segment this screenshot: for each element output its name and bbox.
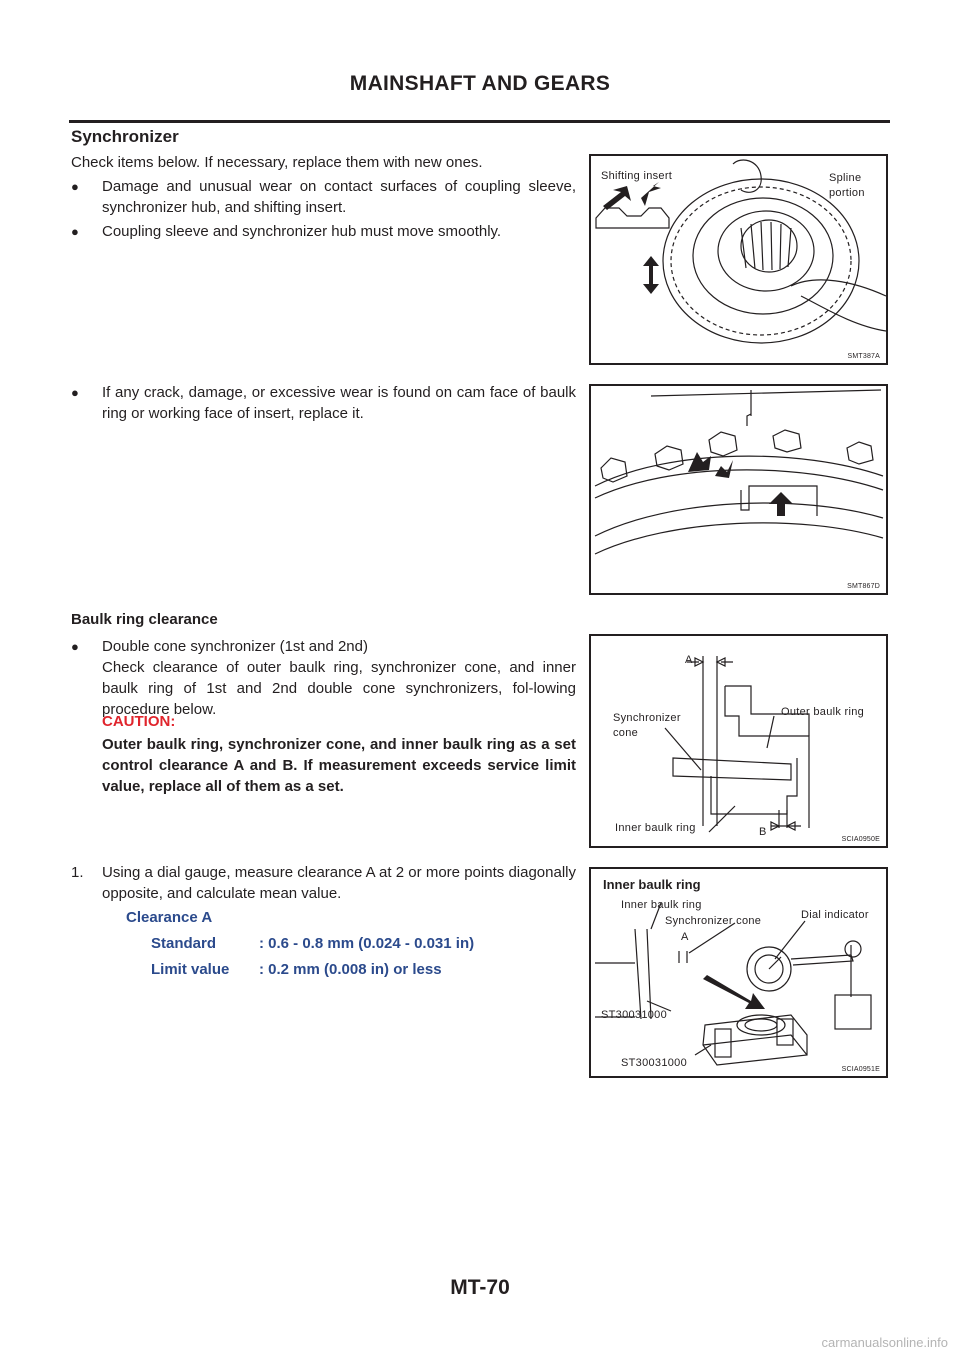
label-clearance-b: B	[759, 826, 767, 838]
label-clearance-a: A	[681, 931, 689, 943]
label-tool-upper: ST30031000	[601, 1009, 667, 1021]
label-inner-baulk-ring: Inner baulk ring	[621, 899, 702, 911]
label-clearance-a: A	[685, 654, 693, 666]
bullet-item	[71, 636, 576, 657]
caution-label: CAUTION:	[102, 713, 176, 730]
step-number: 1.	[71, 864, 84, 881]
spec-standard-label: Standard	[151, 935, 217, 952]
step-text: Using a dial gauge, measure clearance A at 2 or more points diagonally opposite, and calculate mean value.	[102, 864, 576, 902]
bullet-item	[71, 176, 576, 218]
label-dial-indicator: Dial indicator	[801, 909, 869, 921]
figure-title: Inner baulk ring	[603, 877, 701, 892]
figure-code: SMT387A	[847, 353, 880, 360]
bullet-text: Damage and unusual wear on contact surfaces of coupling sleeve, synchronizer hub, and shifting insert.	[102, 178, 576, 216]
bullet-dot-icon: ●	[71, 385, 79, 400]
step-1	[71, 862, 576, 904]
bullet-dot-icon: ●	[71, 179, 79, 194]
header-rule	[69, 120, 890, 123]
page-header: MAINSHAFT AND GEARS	[349, 72, 611, 95]
label-tool-lower: ST30031000	[621, 1057, 687, 1069]
figure-code: SCIA0950E	[841, 836, 880, 843]
synchronizer-section-illustration	[591, 636, 886, 846]
spec-limit-value: : 0.2 mm (0.008 in) or less	[259, 961, 442, 978]
bullet-item	[71, 382, 576, 424]
bullet-dot-icon: ●	[71, 224, 79, 239]
label-inner-baulk-ring: Inner baulk ring	[615, 822, 696, 834]
figure-synchronizer-section	[589, 634, 888, 848]
label-portion: portion	[829, 187, 865, 199]
bullet-text: If any crack, damage, or excessive wear is found on cam face of baulk ring or working face of insert, replace it.	[102, 384, 576, 422]
page-number: MT-70	[450, 1276, 510, 1299]
watermark: carmanualsonline.info	[821, 1335, 948, 1350]
figure-synchronizer-hub	[589, 154, 888, 365]
spec-title: Clearance A	[126, 909, 213, 926]
label-cone: cone	[613, 727, 639, 739]
label-synchronizer-cone: Synchronizer cone	[665, 915, 762, 927]
baulk-ring-cam-illustration	[591, 386, 886, 593]
intro-text: Check items below. If necessary, replace them with new ones.	[71, 154, 483, 171]
figure-dial-gauge	[589, 867, 888, 1078]
baulk-procedure-text: Check clearance of outer baulk ring, synchronizer cone, and inner baulk ring of 1st and 2nd double cone synchronizers, fol-lowing procedure below.	[102, 659, 576, 718]
bullet-text: Coupling sleeve and synchronizer hub must move smoothly.	[102, 223, 502, 240]
label-synchronizer: Synchronizer	[613, 712, 681, 724]
label-shifting-insert: Shifting insert	[601, 170, 673, 182]
caution-text: Outer baulk ring, synchronizer cone, and inner baulk ring as a set control clearance A and B. If measurement exceeds service limit value, replace all of them as a set.	[102, 736, 576, 795]
bullet-dot-icon: ●	[71, 639, 79, 654]
figure-code: SCIA0951E	[841, 1066, 880, 1073]
label-outer-baulk-ring: Outer baulk ring	[781, 706, 865, 718]
section-title: Synchronizer	[71, 127, 179, 146]
figure-baulk-ring-cam	[589, 384, 888, 595]
baulk-ring-clearance-title: Baulk ring clearance	[71, 611, 218, 628]
label-spline: Spline	[829, 172, 862, 184]
bullet-text: Double cone synchronizer (1st and 2nd)	[102, 638, 368, 655]
bullet-item	[71, 221, 576, 242]
spec-standard-value: : 0.6 - 0.8 mm (0.024 - 0.031 in)	[259, 935, 475, 952]
figure-code: SMT867D	[847, 583, 880, 590]
spec-limit-label: Limit value	[151, 961, 230, 978]
